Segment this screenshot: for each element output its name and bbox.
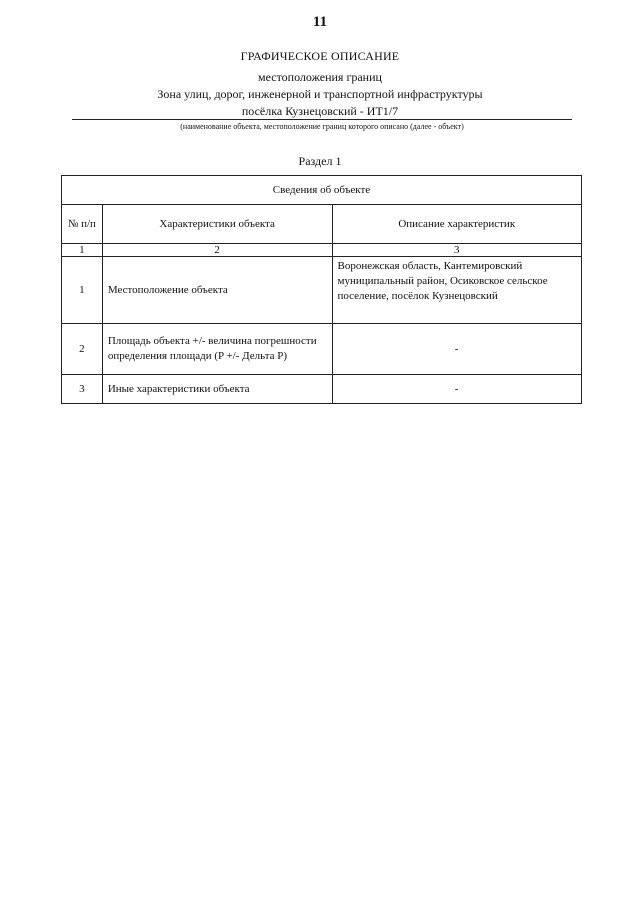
header-num: № п/п — [62, 205, 103, 244]
row-2-description: - — [332, 324, 582, 375]
column-number-3: 3 — [332, 244, 582, 257]
heading-line-2: Зона улиц, дорог, инженерной и транспортной инфраструктуры — [157, 87, 483, 101]
row-1-description: Воронежская область, Кантемировский муниципальный район, Осиковское сельское поселение, посёлок Кузнецовский — [332, 257, 582, 324]
page-number: 11 — [312, 14, 328, 30]
column-number-2: 2 — [102, 244, 332, 257]
section-label: Раздел 1 — [298, 154, 342, 168]
row-3-description: - — [332, 375, 582, 404]
row-1-num: 1 — [62, 257, 103, 324]
header-characteristics: Характеристики объекта — [102, 205, 332, 244]
heading-line-3: посёлка Кузнецовский - ИТ1/7 — [241, 104, 399, 118]
table-header-row — [62, 205, 582, 244]
document-title: ГРАФИЧЕСКОЕ ОПИСАНИЕ — [240, 49, 400, 63]
column-number-row — [62, 244, 582, 257]
header-description: Описание характеристик — [332, 205, 582, 244]
row-1-characteristic: Местоположение объекта — [102, 257, 332, 324]
table-row — [62, 324, 582, 375]
document-heading — [70, 48, 570, 120]
column-number-1: 1 — [62, 244, 103, 257]
table-row — [62, 375, 582, 404]
heading-line-1: местоположения границ — [258, 70, 382, 84]
table-title: Сведения об объекте — [62, 176, 582, 205]
row-2-characteristic: Площадь объекта +/- величина погрешности определения площади (P +/- Дельта P) — [102, 324, 332, 375]
object-caption: (наименование объекта, местоположение границ которого описано (далее - объект) — [180, 122, 464, 131]
table-title-row — [62, 176, 582, 205]
heading-underline — [72, 119, 572, 120]
row-3-num: 3 — [62, 375, 103, 404]
object-info-table — [61, 175, 582, 404]
row-3-characteristic: Иные характеристики объекта — [102, 375, 332, 404]
table-row — [62, 257, 582, 324]
row-2-num: 2 — [62, 324, 103, 375]
